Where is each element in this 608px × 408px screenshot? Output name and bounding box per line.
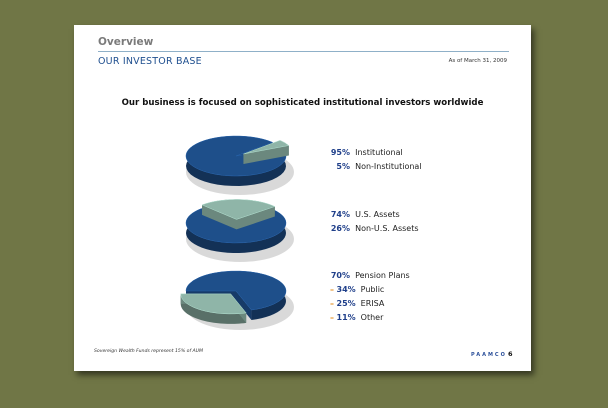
legend-pct: 70% — [330, 271, 350, 280]
legend-row — [330, 146, 422, 160]
legend-label: Other — [360, 313, 384, 322]
legend-label: Public — [360, 285, 385, 294]
section-title: OUR INVESTOR BASE — [98, 56, 202, 67]
legend-row — [330, 297, 410, 311]
pie-chart-pension-plans — [178, 263, 303, 331]
page-number: 6 — [508, 350, 513, 358]
legend-pct: 26% — [330, 224, 350, 233]
legend-row — [330, 222, 419, 236]
legend-row — [330, 283, 410, 297]
headline: Our business is focused on sophisticated institutional investors worldwide — [121, 98, 484, 108]
legend-label: ERISA — [360, 299, 385, 308]
legend-dash: – — [330, 285, 334, 294]
pie-chart-institutional — [178, 128, 303, 196]
legend-row — [330, 160, 422, 174]
legend-row — [330, 208, 419, 222]
legend-label: Institutional — [355, 148, 403, 157]
legend-label: U.S. Assets — [355, 210, 400, 219]
overview-label: Overview — [98, 36, 154, 48]
legend-pct: 34% — [336, 285, 356, 294]
as-of-date: As of March 31, 2009 — [448, 58, 507, 64]
legend-dash: – — [330, 313, 334, 322]
brand-logo: PAAMCO — [471, 352, 507, 358]
footnote: Sovereign Wealth Funds represent 15% of AUM — [94, 349, 203, 354]
legend-us-assets — [330, 208, 419, 236]
legend-pct: 11% — [336, 313, 356, 322]
legend-pct: 95% — [330, 148, 350, 157]
legend-dash: – — [330, 299, 334, 308]
pie-chart-us-assets — [178, 195, 303, 263]
legend-label: Non-Institutional — [355, 162, 422, 171]
legend-pct: 25% — [336, 299, 356, 308]
header-rule — [98, 51, 509, 52]
legend-label: Non-U.S. Assets — [355, 224, 419, 233]
legend-row — [330, 311, 410, 325]
legend-row — [330, 269, 410, 283]
legend-pension-plans — [330, 269, 410, 325]
slide — [74, 25, 531, 371]
legend-pct: 74% — [330, 210, 350, 219]
legend-institutional — [330, 146, 422, 174]
legend-label: Pension Plans — [355, 271, 410, 280]
legend-pct: 5% — [336, 162, 350, 171]
